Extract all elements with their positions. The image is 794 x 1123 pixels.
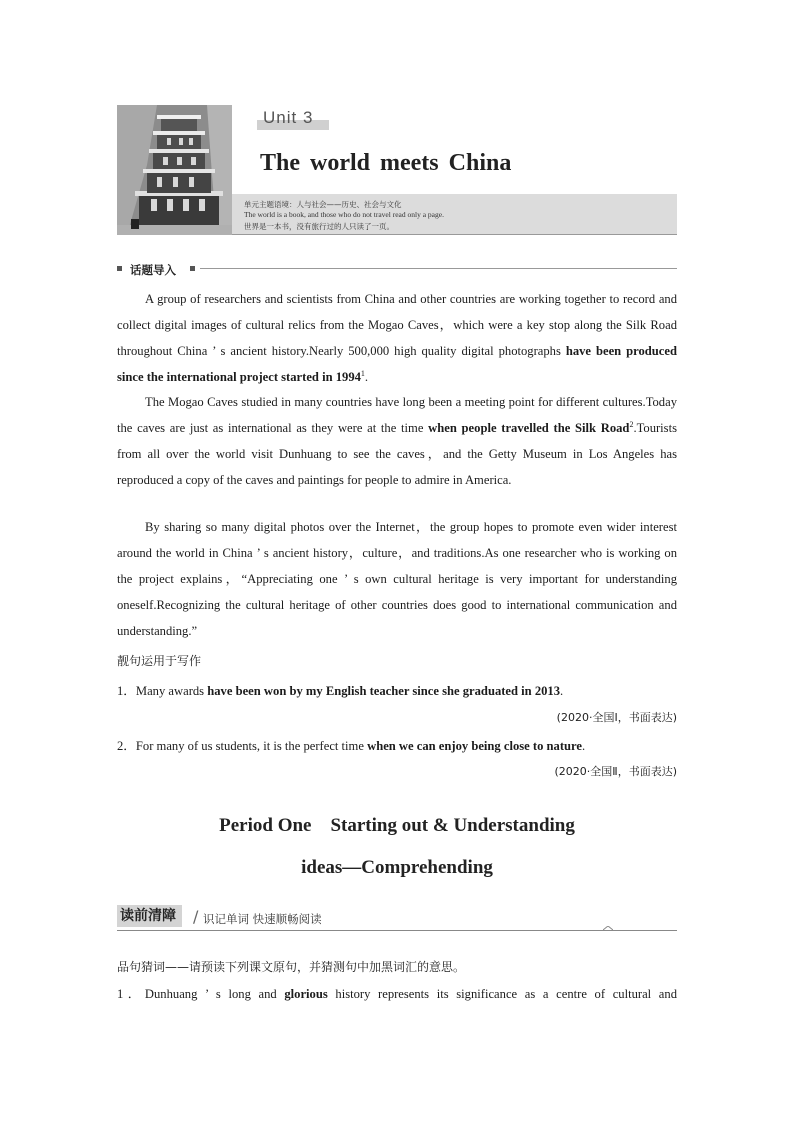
example-text: Many awards — [135, 684, 208, 698]
prereading-subtitle: 识记单词 快速顺畅阅读 — [203, 912, 322, 926]
footnote-marker: 2 — [629, 420, 634, 429]
paragraph-text: . — [364, 370, 369, 384]
topic-paragraph-3 — [117, 514, 677, 644]
unit-title: The world meets China — [260, 150, 512, 176]
theme-quote-cn: 世界是一本书，没有旅行过的人只读了一页。 — [244, 222, 394, 231]
prereading-section-header — [117, 905, 677, 933]
highlight-phrase: have been produced since the international project started in 1994 — [117, 344, 677, 384]
example-source: (2020·全国Ⅰ，书面表达) — [556, 711, 677, 724]
divider — [200, 268, 677, 269]
sentence-text: history represents its significance as a centre of cultural and — [327, 987, 677, 1001]
example-text: For many of us students, it is the perfect time — [135, 739, 368, 753]
unit-theme-band — [232, 194, 677, 235]
theme-context: 单元主题语境：人与社会——历史、社会与文化 — [244, 200, 402, 209]
word-guess-item-1 — [117, 983, 677, 1002]
item-number: 2． — [117, 739, 136, 753]
header-photo-mogao-caves — [117, 105, 232, 235]
square-bullet-icon — [117, 266, 122, 271]
square-bullet-icon — [190, 266, 195, 271]
theme-quote-en: The world is a book, and those who do not travel read only a page. — [244, 210, 444, 219]
footnote-marker: 1 — [360, 369, 365, 378]
period-title-line-2: ideas—Comprehending — [301, 857, 493, 878]
target-word: glorious — [284, 987, 328, 1001]
paragraph-text: By sharing so many digital photos over the Internet，the group hopes to promote even wider interest around the world in China ’ s ancient history，culture，and traditions.As one researcher who is working on the project explains，“Appreciating one ’ s own cultural heritage is very important for understanding oneself.Recognizing the cultural heritage of other countries does good to international communication and understanding.” — [117, 520, 677, 638]
sentence-text: Dunhuang ’ s long and — [144, 987, 285, 1001]
topic-paragraph-2 — [117, 389, 677, 493]
period-title-line-1: Period One Starting out & Understanding — [219, 815, 575, 836]
item-number: 1． — [117, 684, 136, 698]
paragraph-text: A group of researchers and scientists from China and other countries are working together to record and collect digital images of cultural relics from the Mogao Caves，which were a key stop along the Silk Road throughout China ’ s ancient history.Nearly 500,000 high quality digital photographs — [117, 292, 677, 358]
highlight-phrase: when we can enjoy being close to nature — [367, 739, 582, 753]
topic-intro-heading — [117, 262, 677, 276]
example-text: . — [582, 739, 586, 753]
writing-example-1 — [117, 680, 677, 699]
paragraph-text: The Mogao Caves studied in many countries have long been a meeting point for different cultures.Today the caves are just as international as they were at the time — [117, 395, 677, 435]
highlight-phrase: have been won by my English teacher since she graduated in 2013 — [207, 684, 561, 698]
topic-paragraph-1 — [117, 286, 677, 390]
divider — [117, 930, 677, 931]
topic-intro-label: 话题导入 — [130, 263, 176, 277]
writing-example-2 — [117, 735, 677, 754]
slash-divider-icon: / — [193, 907, 199, 926]
writing-use-label: 靓句运用于写作 — [117, 654, 202, 668]
word-guess-instruction: 品句猜词——请预读下列课文原句，并猜测句中加黑词汇的意思。 — [117, 960, 466, 974]
prereading-tag: 读前清障 — [117, 905, 182, 927]
highlight-phrase: when people travelled the Silk Road — [428, 421, 630, 435]
unit-label: Unit 3 — [257, 108, 329, 130]
example-text: . — [560, 684, 564, 698]
item-number: 1． — [117, 987, 145, 1001]
notch-icon — [603, 926, 613, 934]
paragraph-text: .Tourists from all over the world visit Dunhuang to see the caves，and the Getty Museum in Los Angeles has reproduced a copy of the caves and paintings for people to admire in America. — [117, 421, 677, 487]
example-source: (2020·全国Ⅱ，书面表达) — [554, 765, 677, 778]
